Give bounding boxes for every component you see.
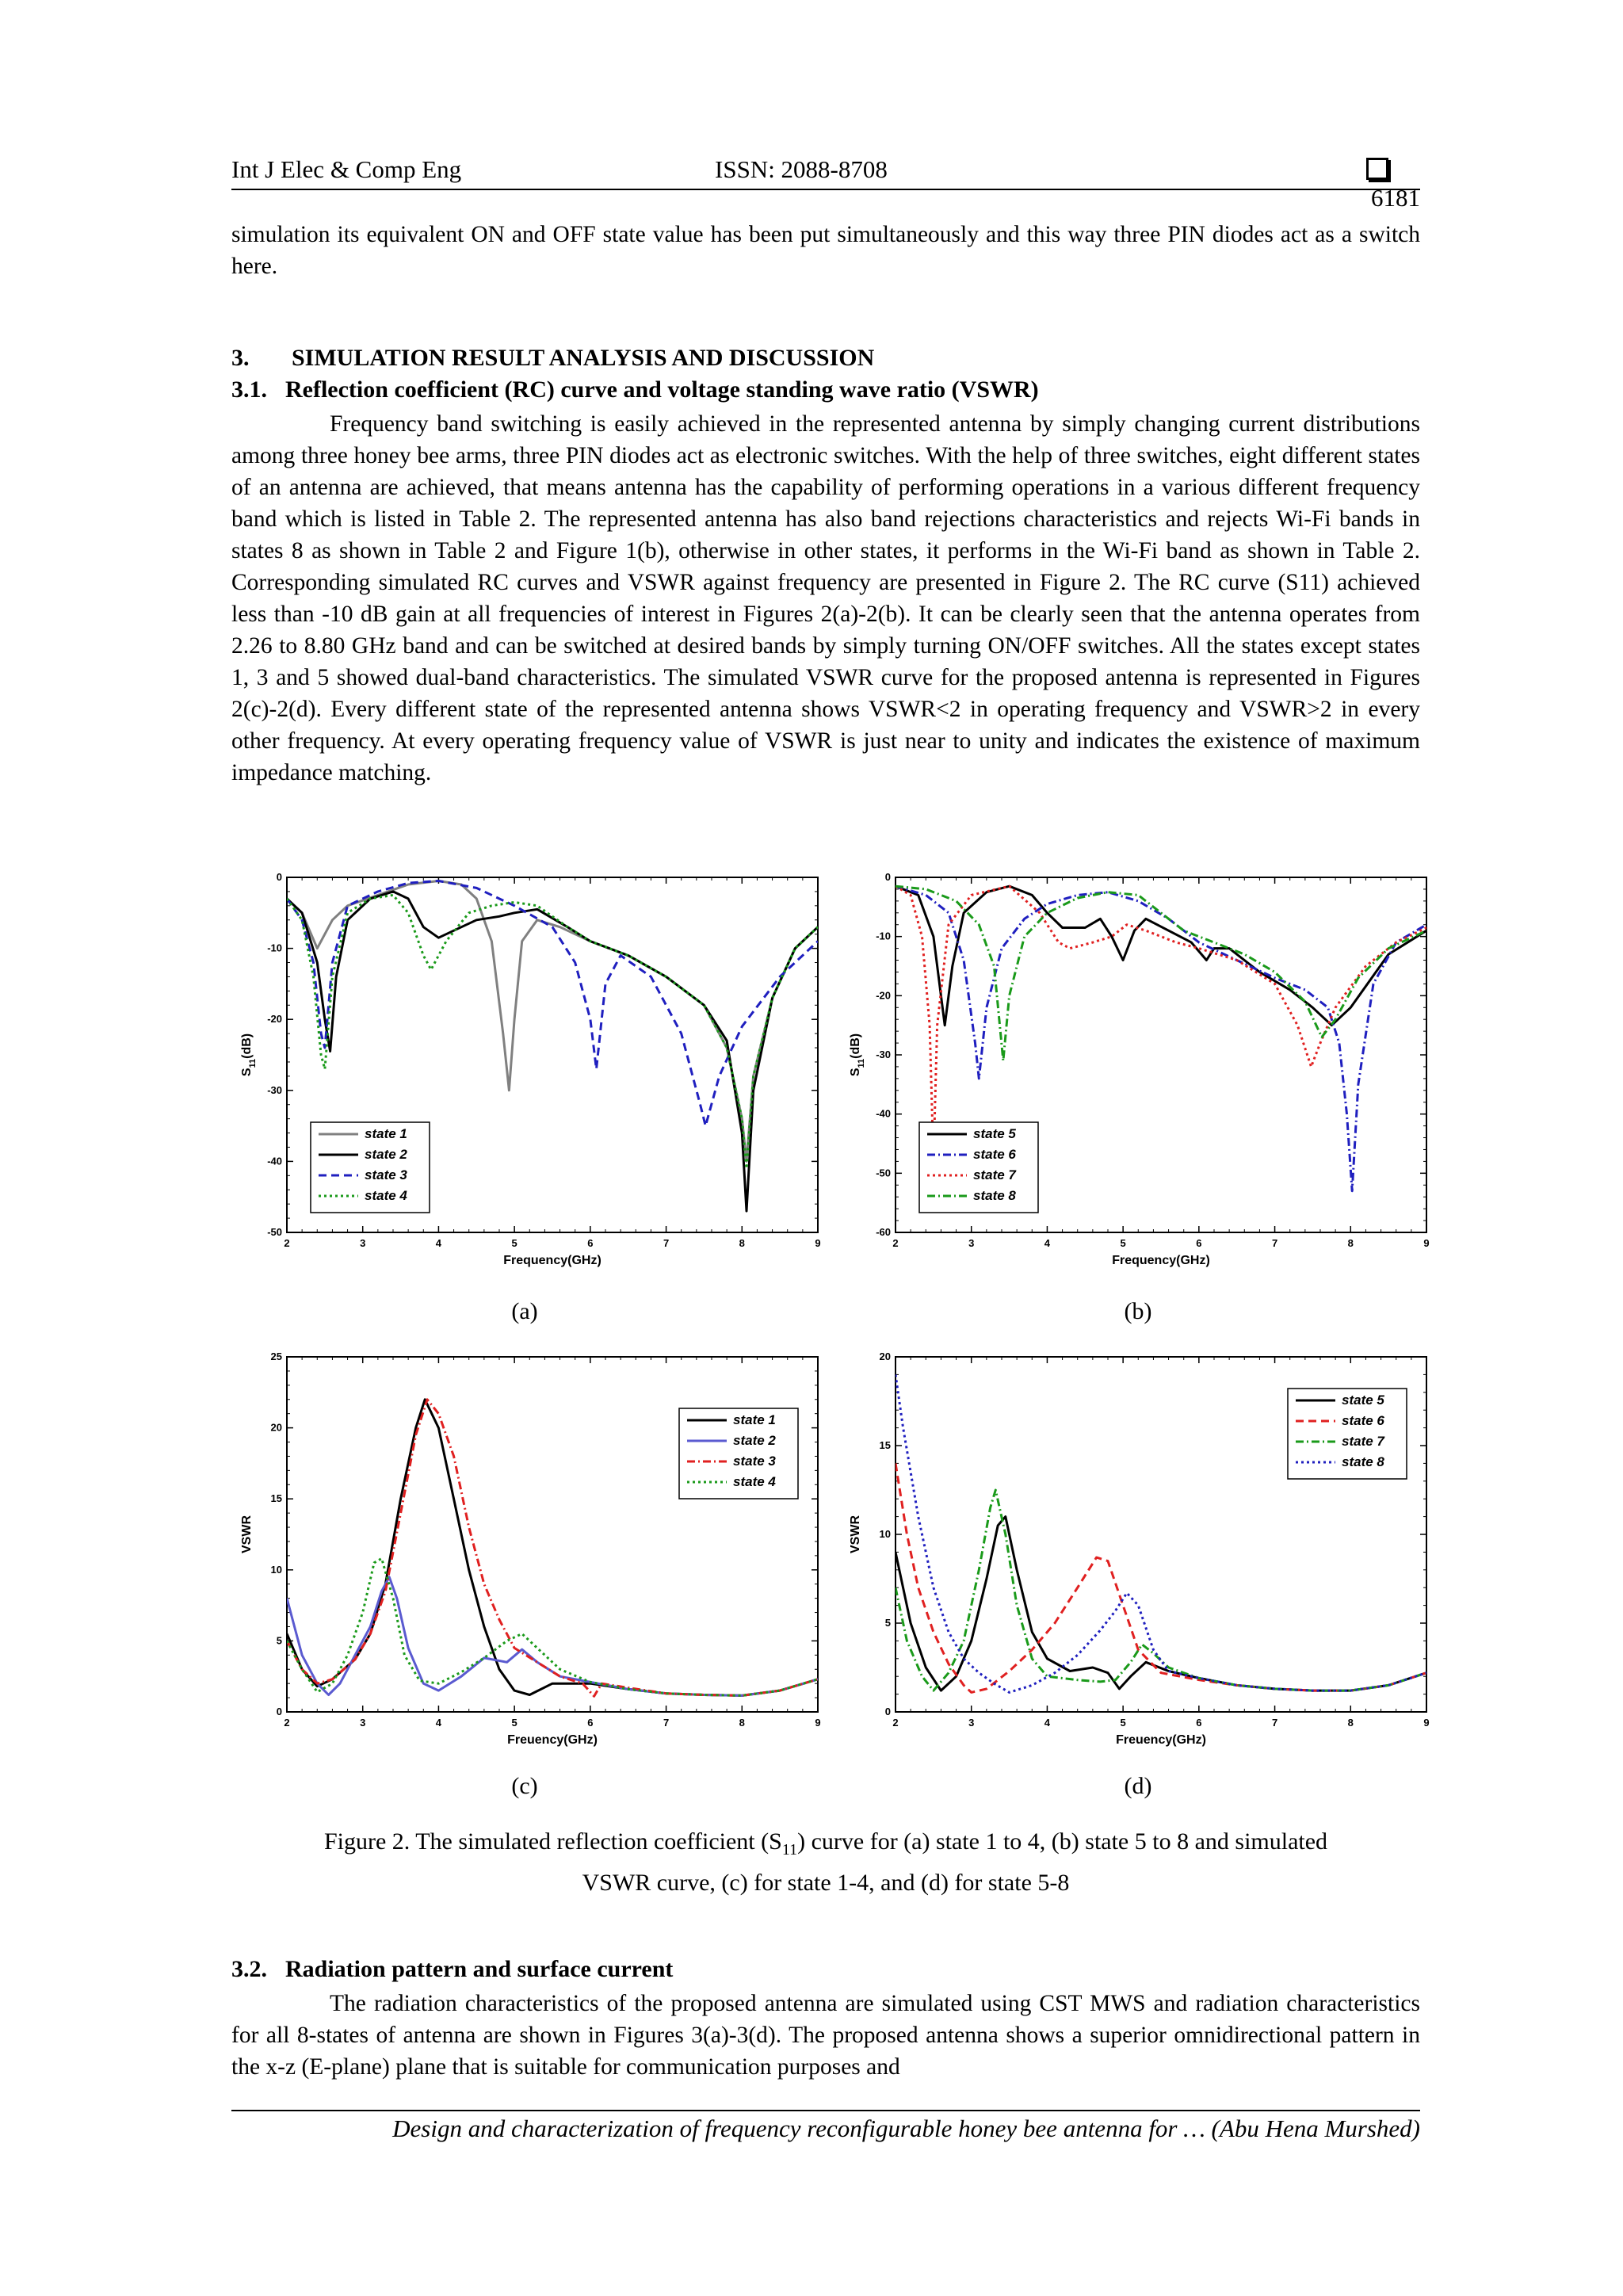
x-tick-label: 6 (587, 1717, 594, 1729)
journal-name: Int J Elec & Comp Eng (231, 155, 462, 183)
y-tick-label: 15 (270, 1492, 282, 1505)
x-tick-label: 4 (1044, 1717, 1051, 1729)
legend-label: state 3 (733, 1454, 776, 1469)
y-tick-label: -40 (267, 1155, 282, 1167)
x-axis-label: Frequency(GHz) (503, 1254, 601, 1267)
x-tick-label: 5 (1120, 1717, 1126, 1729)
section-title: Radiation pattern and surface current (285, 1956, 674, 1982)
legend-label: state 5 (1342, 1392, 1384, 1408)
series-line (896, 886, 1426, 1026)
legend-label: state 2 (733, 1433, 776, 1448)
x-axis-label: Freuency(GHz) (1116, 1733, 1206, 1747)
y-axis-label-subscript: 11 (857, 1058, 866, 1068)
footer-rule (231, 2110, 1420, 2111)
x-tick-label: 2 (892, 1237, 899, 1249)
y-tick-label: 5 (884, 1617, 891, 1629)
y-tick-label: 20 (270, 1421, 282, 1434)
y-tick-label: -20 (267, 1013, 282, 1026)
y-axis-label-unit: (dB) (849, 1033, 862, 1059)
y-tick-label: -50 (876, 1167, 891, 1179)
x-tick-label: 2 (284, 1717, 290, 1729)
x-axis-label: Freuency(GHz) (507, 1733, 598, 1747)
legend-label: state 8 (973, 1188, 1016, 1203)
x-tick-label: 9 (815, 1237, 821, 1249)
legend-label: state 4 (365, 1188, 407, 1203)
series-line (896, 1490, 1426, 1690)
y-tick-label: 10 (270, 1563, 282, 1576)
paragraph-3-1: Frequency band switching is easily achieved in the represented antenna by simply changing current distributions among three honey bee arms, three PIN diodes act as electronic switches. With the help of three switches, eight different states of an antenna are achieved, that means antenna has the capability of performing operations in a various different frequency band which is listed in Table 2. The represented antenna has also band rejections characteristics and rejects Wi-Fi bands in states 8 as shown in Table 2 and Figure 1(b), otherwise in other states, it performs in the Wi-Fi band as shown in Table 2. Corresponding simulated RC curves and VSWR against frequency are presented in Figure 2. The RC curve (S11) achieved less than -10 dB gain at all frequencies of interest in Figures 2(a)-2(b). It can be clearly seen that the antenna operates from 2.26 to 8.80 GHz band and can be switched at desired bands by simply turning ON/OFF switches. All the states except states 1, 3 and 5 showed dual-band characteristics. The simulated VSWR curve for the proposed antenna is represented in Figures 2(c)-2(d). Every different state of the represented antenna shows VSWR<2 in operating frequency and VSWR>2 in every other frequency. At every operating frequency value of VSWR is just near to unity and indicates the existence of maximum impedance matching. (231, 411, 1420, 785)
x-tick-label: 8 (739, 1237, 745, 1249)
y-tick-label: 0 (276, 1706, 282, 1717)
x-tick-label: 5 (511, 1237, 517, 1249)
x-tick-label: 9 (815, 1717, 821, 1729)
x-tick-label: 9 (1423, 1237, 1430, 1249)
checkbox-icon (1366, 158, 1388, 180)
y-tick-label: -30 (267, 1083, 282, 1096)
y-axis-label-subscript: 11 (248, 1058, 258, 1068)
section-3-1-heading (231, 376, 1039, 403)
legend-label: state 1 (365, 1126, 407, 1141)
y-tick-label: -20 (876, 989, 891, 1002)
section-number: 3. (231, 345, 250, 371)
section-number: 3.2. (231, 1956, 267, 1982)
y-tick-label: 0 (276, 871, 282, 883)
x-tick-label: 4 (435, 1237, 442, 1249)
chart-b (840, 868, 1442, 1280)
y-tick-label: -10 (876, 930, 891, 942)
x-tick-label: 3 (360, 1717, 366, 1729)
x-tick-label: 4 (435, 1717, 442, 1729)
legend-label: state 6 (1342, 1413, 1384, 1428)
section-3-heading (231, 345, 874, 372)
x-tick-label: 8 (1347, 1717, 1354, 1729)
x-tick-label: 3 (968, 1717, 975, 1729)
x-tick-label: 7 (663, 1717, 670, 1729)
series-line (287, 1559, 818, 1696)
y-tick-label: -50 (267, 1226, 282, 1238)
issn: ISSN: 2088-8708 (715, 155, 888, 183)
y-tick-label: 5 (276, 1634, 282, 1647)
legend-label: state 5 (973, 1126, 1016, 1141)
paragraph-3-2: The radiation characteristics of the proposed antenna are simulated using CST MWS and radiation characteristics for all 8-states of antenna are shown in Figures 3(a)-3(d). The proposed antenna shows a superior omnidirectional pattern in the x-z (E-plane) plane that is suitable for communication purposes and (231, 1991, 1420, 2080)
x-tick-label: 4 (1044, 1237, 1051, 1249)
x-tick-label: 6 (1196, 1237, 1202, 1249)
x-tick-label: 3 (360, 1237, 366, 1249)
legend-label: state 3 (365, 1167, 407, 1182)
caption-line-1: Figure 2. The simulated reflection coefficient $(S_{11})$ curve for (a) state 1 to 4, (b) state 5 to 8 and simulated (323, 1828, 1328, 1859)
chart-a (231, 868, 834, 1280)
x-tick-label: 8 (1347, 1237, 1354, 1249)
caption-line-2: VSWR curve, (c) for state 1-4, and (d) for state 5-8 (582, 1870, 1070, 1896)
y-tick-label: 0 (884, 1706, 891, 1717)
legend-label: state 2 (365, 1147, 407, 1162)
legend-label: state 8 (1342, 1454, 1384, 1469)
chart-d (840, 1347, 1442, 1759)
x-axis-label: Frequency(GHz) (1112, 1254, 1210, 1267)
y-axis-label: VSWR (849, 1515, 862, 1553)
x-tick-label: 8 (739, 1717, 745, 1729)
y-tick-label: -60 (876, 1226, 891, 1238)
legend-label: state 6 (973, 1147, 1016, 1162)
y-tick-label: -10 (267, 942, 282, 954)
y-tick-label: -30 (876, 1049, 891, 1060)
section-title: Reflection coefficient (RC) curve and voltage standing wave ratio (VSWR) (285, 376, 1039, 403)
chart-c (231, 1347, 834, 1759)
x-tick-label: 9 (1423, 1717, 1430, 1729)
x-tick-label: 5 (1120, 1237, 1126, 1249)
legend-label: state 7 (973, 1167, 1016, 1182)
y-tick-label: -40 (876, 1107, 891, 1120)
series-line (896, 1517, 1426, 1691)
section-3-2-heading (231, 1956, 673, 1983)
intro-paragraph: simulation its equivalent ON and OFF state value has been put simultaneously and this way three PIN diodes act as a switch here. (231, 222, 1420, 279)
header-rule (231, 189, 1420, 190)
x-tick-label: 5 (511, 1717, 517, 1729)
footer-text: Design and characterization of frequency reconfigurable honey bee antenna for … (Abu Hena Murshed) (392, 2115, 1420, 2142)
x-tick-label: 6 (1196, 1717, 1202, 1729)
panel-label-d: (d) (1124, 1773, 1152, 1799)
x-tick-label: 6 (587, 1237, 594, 1249)
x-tick-label: 7 (663, 1237, 670, 1249)
panel-label-b: (b) (1124, 1298, 1152, 1324)
series-line (287, 881, 818, 1162)
y-tick-label: 10 (879, 1528, 891, 1540)
x-tick-label: 7 (1271, 1717, 1278, 1729)
panel-label-a: (a) (511, 1298, 538, 1324)
page-number-block (1322, 155, 1420, 212)
y-tick-label: 20 (879, 1350, 891, 1362)
section-number: 3.1. (231, 376, 267, 403)
x-tick-label: 3 (968, 1237, 975, 1249)
x-tick-label: 2 (892, 1717, 899, 1729)
y-axis-label-unit: (dB) (240, 1033, 254, 1059)
x-tick-label: 2 (284, 1237, 290, 1249)
series-line (896, 1463, 1426, 1692)
panel-label-c: (c) (511, 1773, 538, 1799)
y-axis-label: VSWR (240, 1515, 254, 1553)
y-tick-label: 15 (879, 1439, 891, 1451)
legend-label: state 7 (1342, 1434, 1384, 1449)
y-tick-label: 25 (270, 1350, 282, 1362)
page-number: 6181 (1371, 184, 1420, 212)
section-title: SIMULATION RESULT ANALYSIS AND DISCUSSION (292, 345, 875, 371)
y-axis-label: $S_{11}(dB)$ (849, 1033, 866, 1077)
x-tick-label: 7 (1271, 1237, 1278, 1249)
figure-caption (231, 1825, 1420, 1900)
legend-label: state 1 (733, 1412, 776, 1427)
y-tick-label: 0 (884, 871, 891, 883)
y-axis-label: $S_{11}(dB)$ (240, 1033, 258, 1077)
legend-label: state 4 (733, 1474, 776, 1489)
